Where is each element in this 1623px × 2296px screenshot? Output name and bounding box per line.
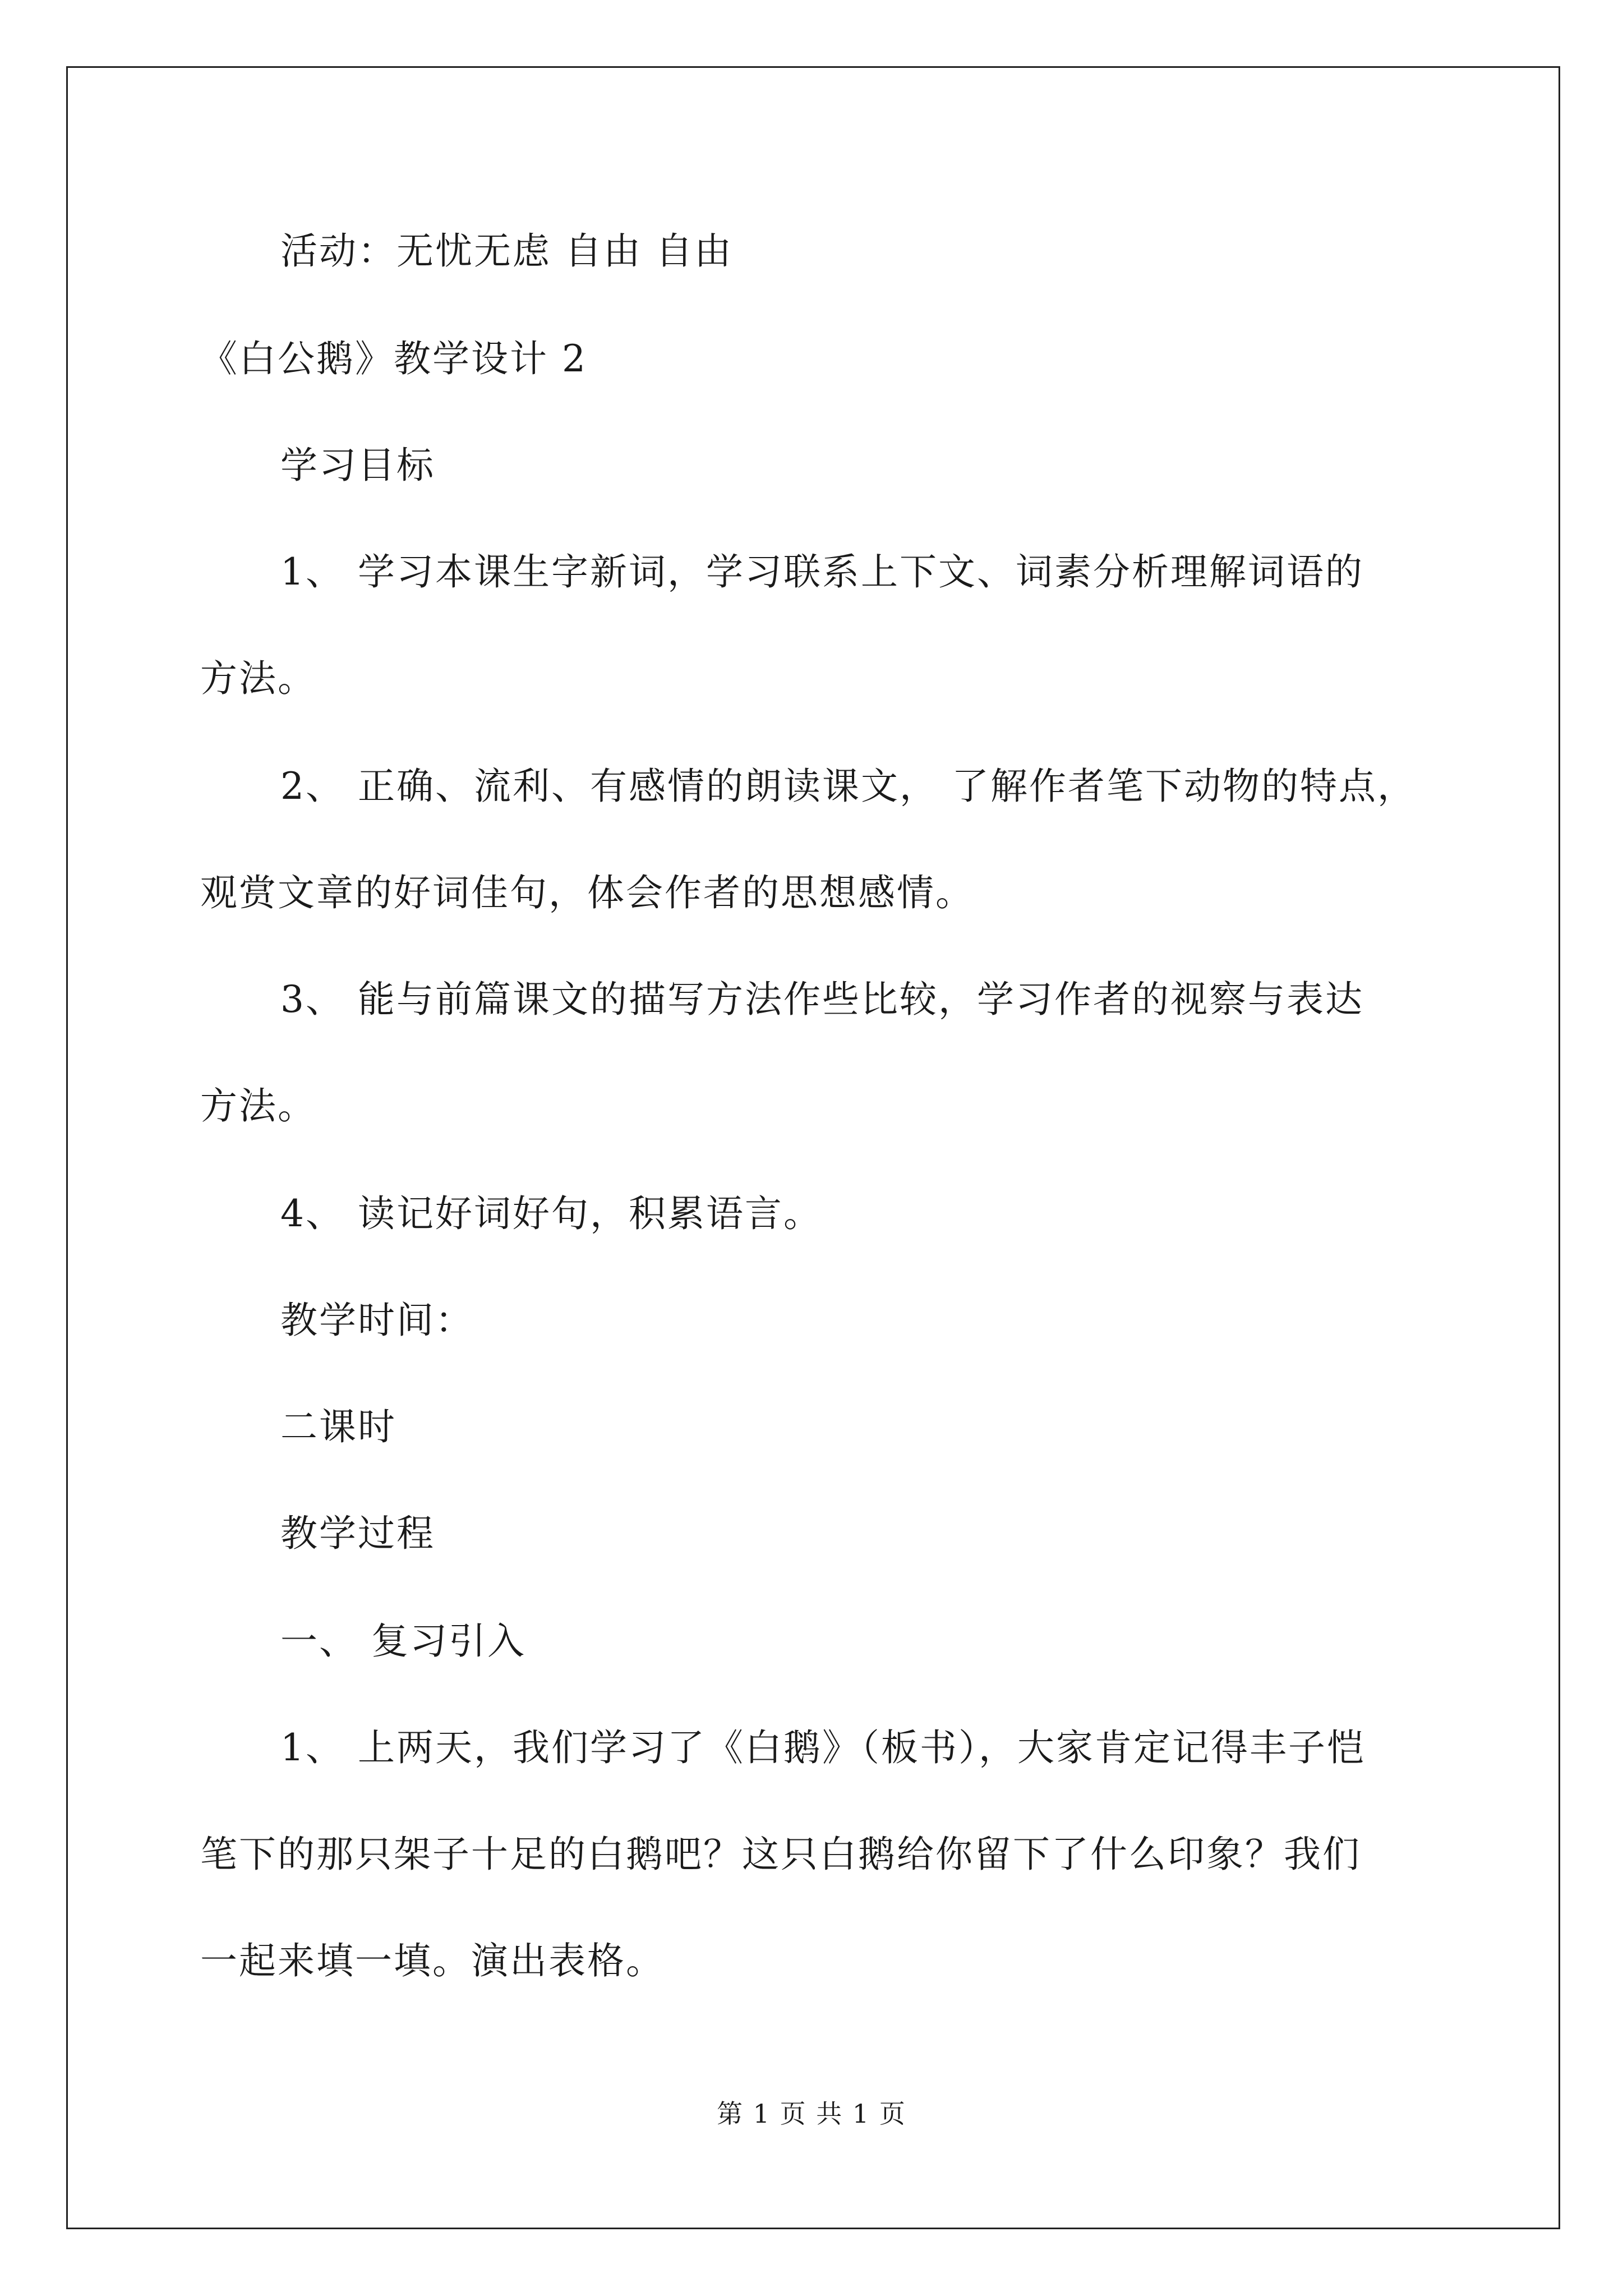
teaching-time-heading: 教学时间：: [280, 1299, 474, 1342]
review-line-2: 笔下的那只架子十足的白鹅吧？这只白鹅给你留下了什么印象？我们: [200, 1833, 1361, 1876]
activity-line: 活动：无忧无虑 自由 自由: [280, 229, 733, 273]
goal-2-line-1: 2、 正确、流利、有感情的朗读课文， 了解作者笔下动物的特点，: [280, 765, 1416, 808]
learning-goals-heading: 学习目标: [280, 444, 435, 487]
teaching-time-value: 二课时: [280, 1405, 396, 1448]
goal-1-line-2: 方法。: [200, 657, 316, 700]
goal-1-line-1: 1、 学习本课生字新词，学习联系上下文、词素分析理解词语的: [280, 550, 1364, 593]
review-line-3: 一起来填一填。演出表格。: [200, 1939, 665, 1982]
goal-3-line-2: 方法。: [200, 1084, 316, 1128]
review-line-1: 1、 上两天，我们学习了《白鹅》（板书），大家肯定记得丰子恺: [280, 1726, 1366, 1769]
teaching-process-heading: 教学过程: [280, 1512, 435, 1555]
goal-4-line: 4、 读记好词好句，积累语言。: [280, 1192, 822, 1235]
page-number-footer: 第 1 页 共 1 页: [717, 2099, 906, 2129]
section-title: 《白公鹅》教学设计 2: [200, 337, 587, 380]
review-intro-heading: 一、 复习引入: [280, 1619, 526, 1663]
goal-2-line-2: 观赏文章的好词佳句，体会作者的思想感情。: [200, 871, 974, 914]
goal-3-line-1: 3、 能与前篇课文的描写方法作些比较，学习作者的视察与表达: [280, 978, 1364, 1021]
